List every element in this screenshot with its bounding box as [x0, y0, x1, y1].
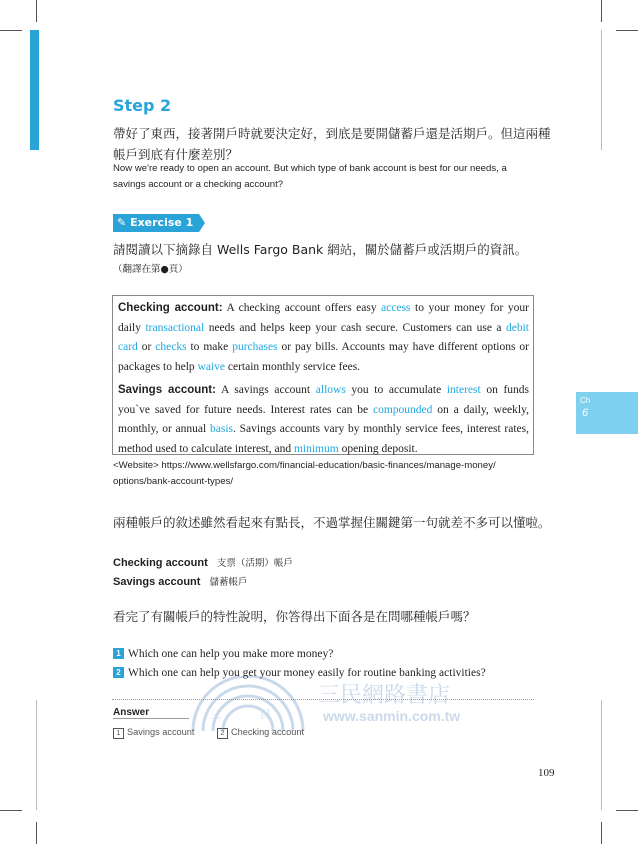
- crop-mark: [616, 810, 638, 811]
- vocab-word: minimum: [293, 442, 339, 455]
- question-text: Which one can help you make more money?: [128, 648, 334, 660]
- watermark-mark: 民: [260, 708, 271, 721]
- checking-paragraph: [118, 299, 529, 377]
- text: needs and helps keep your cash secure. Customers can use a: [204, 321, 506, 334]
- watermark-url: www.sanmin.com.tw: [323, 708, 461, 724]
- answer-item: [113, 727, 194, 737]
- crop-mark: [36, 0, 37, 22]
- crop-mark: [601, 822, 602, 844]
- term-en: Savings account: [113, 576, 201, 588]
- text: opening deposit.: [338, 442, 418, 455]
- summary-text: 兩種帳戶的敘述雖然看起來有點長，不過掌握住關鍵第一句就差不多可以懂啦。: [113, 515, 551, 530]
- intro-en-line2: savings account or a checking account?: [113, 179, 284, 190]
- passage-box: [112, 295, 534, 455]
- crop-guide: [601, 30, 602, 150]
- text: certain monthly service fees.: [224, 360, 361, 373]
- answer-item: [217, 727, 304, 737]
- vocab-word: debit card: [118, 321, 529, 353]
- crop-mark: [0, 810, 22, 811]
- crop-mark: [36, 822, 37, 844]
- chapter-tab-label: Ch: [580, 396, 591, 405]
- crop-mark: [601, 0, 602, 22]
- left-accent-bar: [30, 30, 39, 150]
- watermark-mark: 三: [210, 708, 221, 721]
- question-number: 1: [113, 648, 124, 659]
- divider: [112, 699, 534, 700]
- source-line1: <Website> https://www.wellsfargo.com/financial-education/basic-finances/manage-money/: [113, 460, 496, 471]
- savings-paragraph: [118, 381, 529, 459]
- answer-number: 1: [113, 728, 124, 739]
- exercise-badge: [113, 214, 199, 232]
- text: . Savings accounts vary by monthly service fees, interest rates, method used to calculate interest, and: [118, 423, 529, 455]
- text: on funds you`ve saved for future needs. Interest rates can be: [118, 384, 530, 416]
- checking-label: Checking account:: [118, 302, 223, 314]
- vocab-word: checks: [155, 341, 187, 353]
- translation-note: （翻譯在第●頁）: [113, 264, 188, 275]
- text: on a daily, weekly, monthly, or annual: [118, 403, 529, 435]
- question-number: 2: [113, 667, 124, 678]
- crop-mark: [616, 30, 638, 31]
- vocab-word: access: [381, 302, 411, 314]
- answer-label: Answer: [113, 707, 189, 719]
- exercise-label: Exercise 1: [130, 216, 194, 229]
- crop-guide: [601, 700, 602, 810]
- vocab-word: compounded: [372, 403, 433, 416]
- savings-label: Savings account:: [118, 384, 216, 396]
- text: A checking account offers easy: [222, 302, 382, 314]
- chapter-tab-number: 6: [582, 407, 589, 419]
- vocab-word: allows: [315, 384, 346, 396]
- text: to your money for your daily: [118, 302, 529, 334]
- vocab-word: waive: [197, 360, 225, 373]
- step-heading: Step 2: [113, 96, 172, 115]
- exercise-instruction: 請閱讀以下摘錄自 Wells Fargo Bank 網站，關於儲蓄戶或活期戶的資訊。: [113, 242, 528, 257]
- source-line2: options/bank-account-types/: [113, 476, 233, 487]
- crop-mark: [0, 30, 22, 31]
- answer-list: [113, 727, 324, 739]
- intro-zh-line1: 帶好了東西，接著開戶時就要決定好，到底是要開儲蓄戶還是活期戶。但這兩種: [113, 126, 551, 141]
- term-row: [113, 570, 248, 589]
- term-en: Checking account: [113, 557, 208, 569]
- text: or pay bills. Accounts may have different options or packages to help: [118, 341, 529, 373]
- vocab-word: basis: [209, 423, 233, 435]
- vocab-word: purchases: [232, 341, 278, 353]
- watermark-text: 三民網路書店: [318, 683, 451, 708]
- answer-text: Savings account: [127, 727, 195, 737]
- text: to make: [186, 341, 233, 353]
- pencil-icon: ✎: [117, 216, 127, 229]
- vocab-word: transactional: [145, 321, 205, 334]
- term-row: [113, 551, 293, 570]
- text: you to accumulate: [345, 384, 447, 396]
- answer-text: Checking account: [230, 727, 305, 737]
- term-zh: 儲蓄帳戶: [209, 577, 248, 588]
- vocab-word: interest: [446, 384, 481, 396]
- page-number: 109: [538, 767, 555, 779]
- question-intro: 看完了有關帳戶的特性說明，你答得出下面各是在問哪種帳戶嗎？: [113, 609, 476, 624]
- intro-en-line1: Now we're ready to open an account. But which type of bank account is best for our needs, a: [113, 163, 507, 174]
- intro-zh-line2: 帳戶到底有什麼差別？: [113, 147, 239, 162]
- crop-guide: [36, 700, 37, 810]
- question-item: [113, 648, 333, 660]
- term-zh: 支票（活期）帳戶: [216, 558, 293, 569]
- chapter-tab: [576, 392, 638, 434]
- question-text: Which one can help you get your money easily for routine banking activities?: [128, 667, 486, 679]
- text: A savings account: [215, 384, 316, 396]
- answer-number: 2: [217, 728, 228, 739]
- text: or: [137, 341, 156, 353]
